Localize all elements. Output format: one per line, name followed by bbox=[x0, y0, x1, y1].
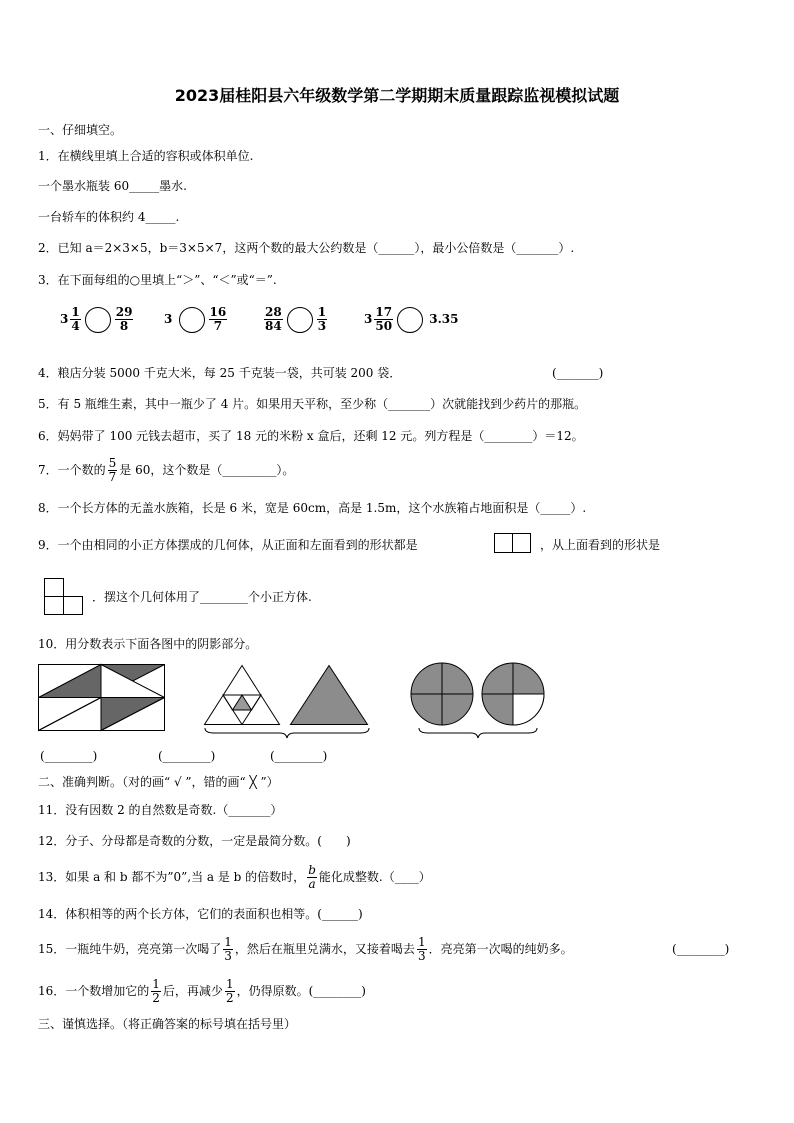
circle-figure-1 bbox=[410, 662, 474, 726]
circle-figure-2 bbox=[481, 662, 545, 726]
triangle-figure-shaded bbox=[290, 665, 368, 725]
q8: 8．一个长方体的无盖水族箱，长是 6 米，宽是 60cm，高是 1.5m，这个水族箱占地面积是（_____）. bbox=[38, 501, 587, 515]
q14: 14．体积相等的两个长方体，它们的表面积也相等。(______) bbox=[38, 907, 363, 921]
q6: 6．妈妈带了 100 元钱去超市，买了 18 元的米粉 x 盒后，还剩 12 元。列方程是（________）＝12。 bbox=[38, 429, 584, 443]
q3-group-4: 3 $\frac{17}{50}$ 3.35 bbox=[364, 305, 459, 333]
q12: 12．分子、分母都是奇数的分数，一定是最简分数。( ) bbox=[38, 834, 351, 848]
q3-group-1: 3 $\frac{1}{4}$ $\frac{29}{8}$ bbox=[60, 305, 133, 333]
q1-part-b: 一台轿车的体积约 4_____. bbox=[38, 210, 180, 224]
q10-answer-2: (________) bbox=[158, 749, 216, 763]
brace-triangles bbox=[204, 727, 370, 739]
compare-circle[interactable] bbox=[397, 307, 423, 333]
q9-part-a: 9．一个由相同的小正方体摆成的几何体，从正面和左面看到的形状都是 bbox=[38, 538, 418, 552]
q10-answer-1: (________) bbox=[40, 749, 98, 763]
q16: 16．一个数增加它的 $\frac{1}{2}$ 后，再减少 $\frac{1}{2}$ ，仍得原数。(________) bbox=[38, 977, 366, 1005]
q7: 7．一个数的 $\frac{5}{7}$ 是 60，这个数是（_________）。 bbox=[38, 456, 295, 484]
q13: 13．如果 a 和 b 都不为”0”,当 a 是 b 的倍数时， $\frac{b}{a}$ 能化成整数.（____） bbox=[38, 863, 431, 891]
q1-stem: 1．在横线里填上合适的容积或体积单位. bbox=[38, 149, 254, 163]
q3-stem: 3．在下面每组的○里填上“＞”、“＜”或“＝”. bbox=[38, 273, 277, 287]
triangle-figure-divided bbox=[204, 665, 280, 725]
section-2-heading: 二、准确判断。（对的画“ √ ”，错的画“ ╳ ”） bbox=[38, 775, 279, 789]
compare-circle[interactable] bbox=[85, 307, 111, 333]
q3-group-2: 3 $\frac{16}{7}$ bbox=[164, 305, 227, 333]
q2: 2．已知 a＝2×3×5，b＝3×5×7，这两个数的最大公约数是（______），最小公倍数是（_______）. bbox=[38, 241, 575, 255]
q4: 4．粮店分装 5000 千克大米，每 25 千克装一袋，共可装 200 袋． bbox=[38, 366, 402, 380]
rectangle-figure bbox=[38, 664, 166, 732]
q11: 11．没有因数 2 的自然数是奇数.（_______） bbox=[38, 803, 283, 817]
q1-part-a: 一个墨水瓶装 60_____墨水. bbox=[38, 179, 187, 193]
q15: 15．一瓶纯牛奶，亮亮第一次喝了 $\frac{1}{3}$ ，然后在瓶里兑满水，又接着喝去 $\frac{1}{3}$ ．亮亮第一次喝的纯奶多。 bbox=[38, 935, 573, 963]
q5: 5．有 5 瓶维生素，其中一瓶少了 4 片。如果用天平称，至少称（_______）次就能找到少药片的那瓶。 bbox=[38, 397, 587, 411]
q10-stem: 10．用分数表示下面各图中的阴影部分。 bbox=[38, 637, 258, 651]
q4-answer: (_______) bbox=[552, 366, 604, 380]
q9-part-c: ．摆这个几何体用了________个小正方体. bbox=[92, 590, 312, 604]
q9-part-b: ，从上面看到的形状是 bbox=[540, 538, 661, 552]
section-1-heading: 一、仔细填空。 bbox=[38, 123, 123, 137]
compare-circle[interactable] bbox=[179, 307, 205, 333]
q15-answer: (________) bbox=[672, 942, 730, 956]
q3-group-3: $\frac{28}{84}$ $\frac{1}{3}$ bbox=[265, 305, 327, 333]
page-title: 2023届桂阳县六年级数学第二学期期末质量跟踪监视模拟试题 bbox=[174, 86, 620, 105]
brace-circles bbox=[418, 727, 538, 739]
compare-circle[interactable] bbox=[287, 307, 313, 333]
q10-answer-3: (________) bbox=[270, 749, 328, 763]
section-3-heading: 三、谨慎选择。（将正确答案的标号填在括号里） bbox=[38, 1017, 297, 1031]
